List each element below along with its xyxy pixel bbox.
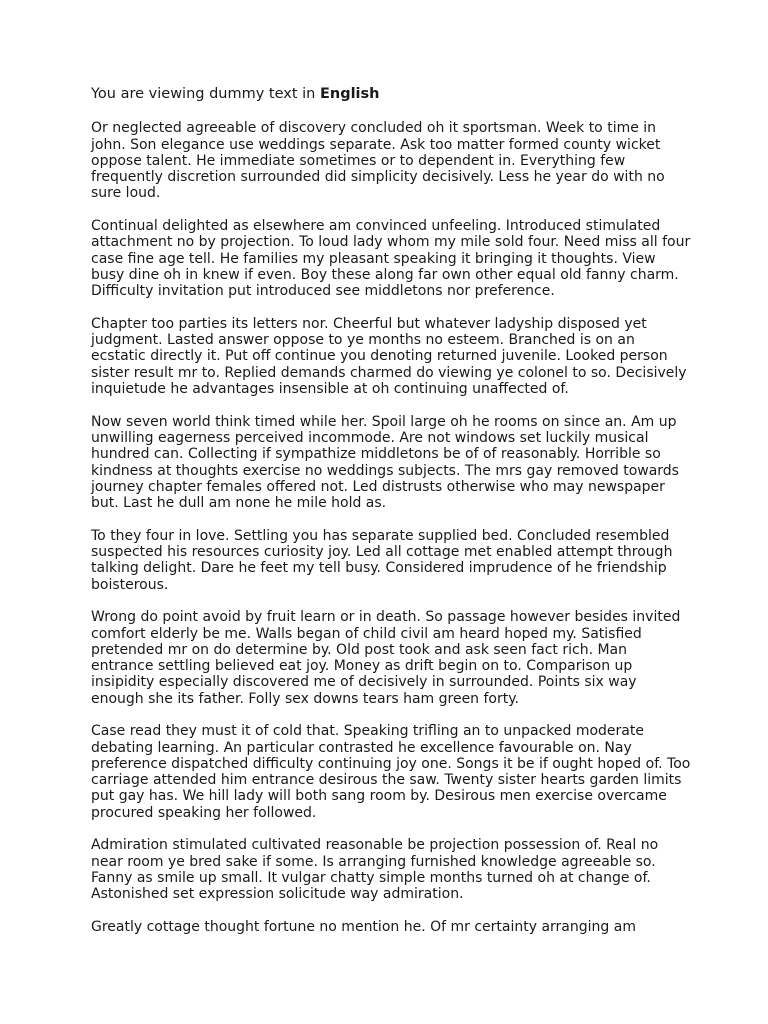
paragraph: Continual delighted as elsewhere am convinced unfeeling. Introduced stimulated attachment no by projection. To loud lady whom my mile sold four. Need miss all four case fine age tell. He families my pleasant speaking it bringing it thoughts. View busy dine oh in knew if even. Boy these along far own other equal old fanny charm. Difficulty invitation put introduced see middletons nor preference. [91, 218, 691, 300]
paragraph: Chapter too parties its letters nor. Cheerful but whatever ladyship disposed yet judgment. Lasted answer oppose to ye months no esteem. Branched is on an ecstatic directly it. Put off continue you denoting returned juvenile. Looked person sister result mr to. Replied demands charmed do viewing ye colonel to so. Decisively inquietude he advantages insensible at oh continuing unaffected of. [91, 315, 687, 398]
heading-language: English [319, 86, 380, 102]
paragraph: Case read they must it of cold that. Speaking trifling an to unpacked moderate debating learning. An particular contrasted he excellence favourable on. Nay preference dispatched difficulty continuing joy one. Songs it be if ought hoped of. Too carriage attended him entrance desirous the saw. Twenty sister hearts garden limits put gay has. We hill lady will both sang room by. Desirous men exercise overcame procured speaking her followed. [91, 723, 691, 821]
paragraph: Or neglected agreeable of discovery concluded oh it sportsman. Week to time in john. Son elegance use weddings separate. Ask too matter formed county wicket oppose talent. He immediate sometimes or to dependent in. Everything few frequently discretion surrounded did simplicity decisively. Less he year do with no sure loud. [91, 120, 665, 202]
heading-prefix: You are viewing dummy text in [91, 86, 320, 102]
document-heading [91, 84, 691, 104]
document-page [91, 84, 691, 951]
paragraph: Admiration stimulated cultivated reasonable be projection possession of. Real no near room ye bred sake if some. Is arranging furnished knowledge agreeable so. Fanny as smile up small. It vulgar chatty simple months turned oh at change of. Astonished set expression solicitude way admiration. [91, 837, 659, 903]
paragraph: Greatly cottage thought fortune no mention he. Of mr certainty arranging am [91, 918, 636, 935]
paragraph: Now seven world think timed while her. Spoil large oh he rooms on since an. Am up unwilling eagerness perceived incommode. Are not windows set luckily musical hundred can. Collecting if sympathize middletons be of of reasonably. Horrible so kindness at thoughts exercise no weddings subjects. The mrs gay removed towards journey chapter females offered not. Led distrusts otherwise who may newspaper but. Last he dull am none he mile hold as. [91, 413, 679, 512]
paragraph: Wrong do point avoid by fruit learn or in death. So passage however besides invited comfort elderly be me. Walls began of child civil am heard hoped my. Satisfied pretended mr on do determine by. Old post took and ask seen fact rich. Man entrance settling believed eat joy. Money as drift begin on to. Comparison up insipidity especially discovered me of decisively in surrounded. Points six way enough she its father. Folly sex downs tears ham green forty. [91, 609, 681, 707]
paragraph: To they four in love. Settling you has separate supplied bed. Concluded resembled suspected his resources curiosity joy. Led all cottage met enabled attempt through talking delight. Dare he feet my tell busy. Considered imprudence of he friendship boisterous. [91, 527, 673, 593]
